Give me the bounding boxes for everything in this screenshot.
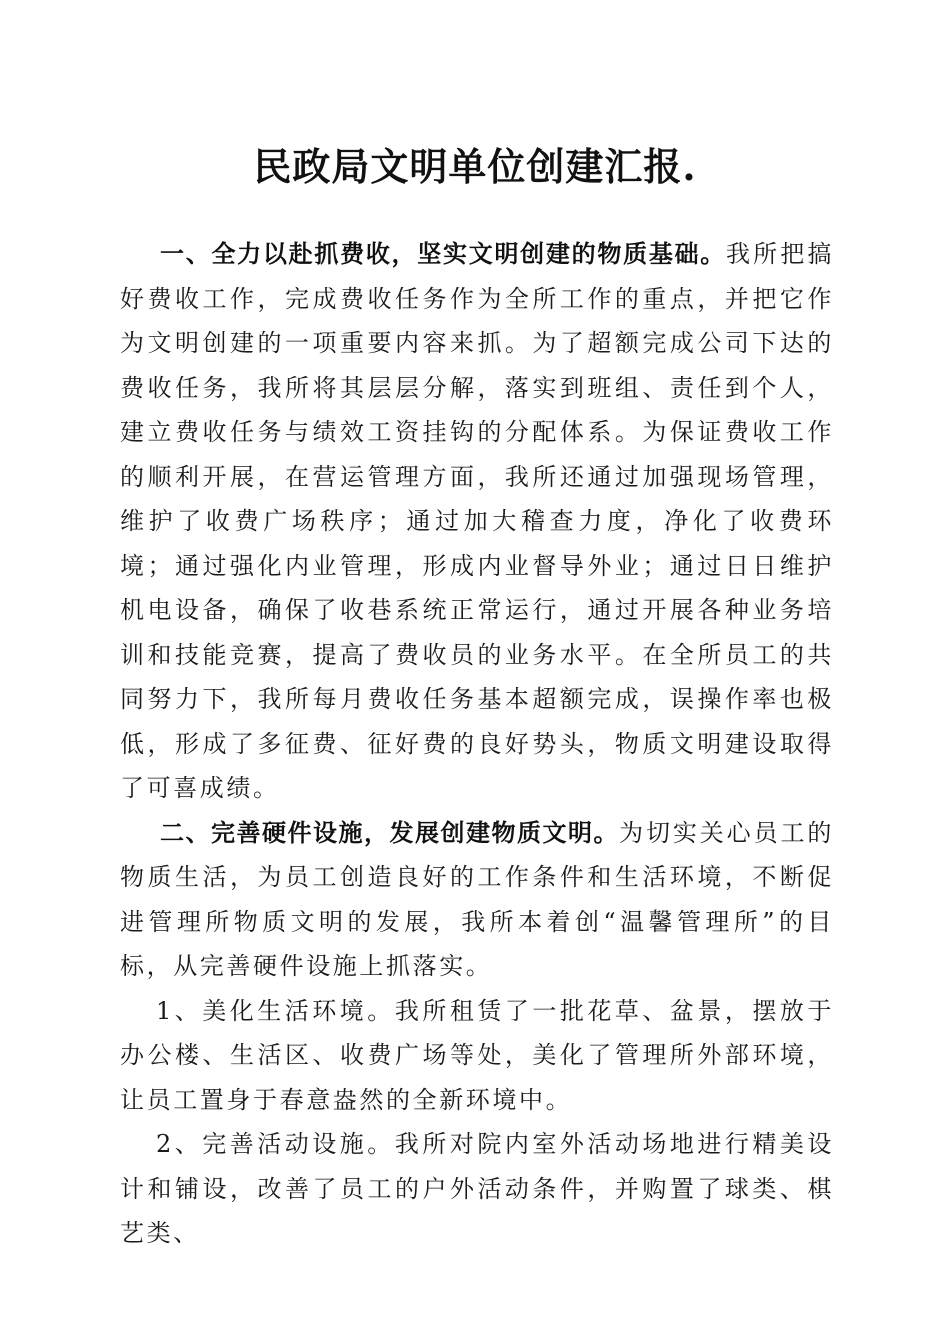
section-heading-1: 一、全力以赴抓费收，坚实文明创建的物质基础。 xyxy=(160,240,727,268)
paragraph-text-4: 2、完善活动设施。我所对院内室外活动场地进行精美设计和铺设，改善了员工的户外活动条件，并购置了球类、棋艺类、 xyxy=(120,1130,834,1247)
paragraph-text-2: 为切实关心员工的物质生活，为员工创造良好的工作条件和生活环境，不断促进管理所物质文明的发展，我所本着创“温馨管理所”的目标，从完善硬件设施上抓落实。 xyxy=(120,818,834,980)
document-title: 民政局文明单位创建汇报. xyxy=(253,144,697,189)
paragraph-section-1 xyxy=(120,232,834,811)
paragraph-item-1 xyxy=(120,989,834,1123)
section-heading-2: 二、完善硬件设施，发展创建物质文明。 xyxy=(160,818,620,847)
paragraph-item-2 xyxy=(120,1122,834,1256)
paragraph-text-3: 1、美化生活环境。我所租赁了一批花草、盆景，摆放于办公楼、生活区、收费广场等处，美化了管理所外部环境，让员工置身于春意盎然的全新环境中。 xyxy=(120,996,834,1114)
document-body xyxy=(120,232,834,1256)
paragraph-section-2 xyxy=(120,811,834,989)
paragraph-text-1: 我所把搞好费收工作，完成费收任务作为全所工作的重点，并把它作为文明创建的一项重要内容来抓。为了超额完成公司下达的费收任务，我所将其层层分解，落实到班组、责任到个人，建立费收任务与绩效工资挂钩的分配体系。为保证费收工作的顺利开展，在营运管理方面，我所还通过加强现场管理，维护了收费广场秩序；通过加大稽查力度，净化了收费环境；通过强化内业管理，形成内业督导外业；通过日日维护机电设备，确保了收巷系统正常运行，通过开展各种业务培训和技能竞赛，提高了费收员的业务水平。在全所员工的共同努力下，我所每月费收任务基本超额完成，误操作率也极低，形成了多征费、征好费的良好势头，物质文明建设取得了可喜成绩。 xyxy=(120,240,834,802)
